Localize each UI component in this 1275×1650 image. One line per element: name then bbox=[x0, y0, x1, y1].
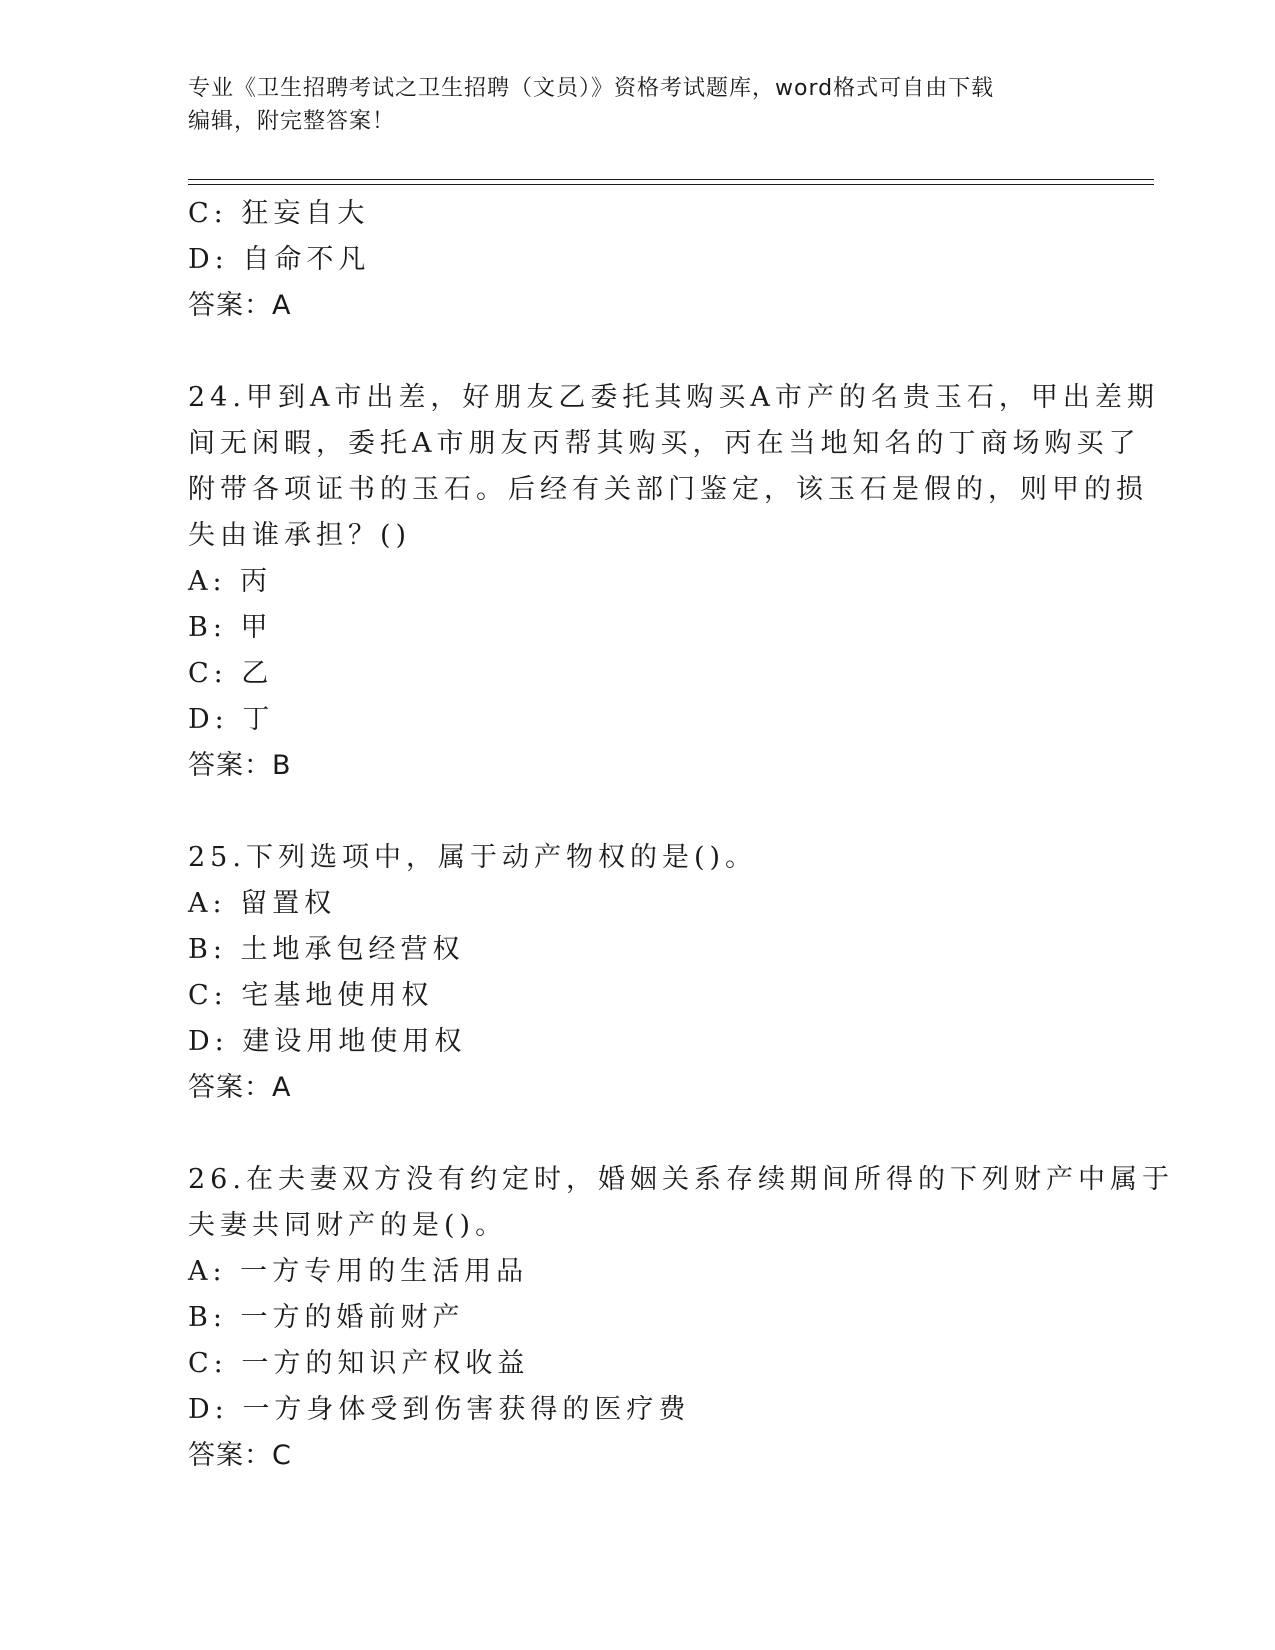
question-23 bbox=[188, 191, 1088, 329]
question-content bbox=[188, 191, 1174, 1479]
option-a: A: 一方专用的生活用品 bbox=[188, 1256, 529, 1287]
option-c: C: 狂妄自大 bbox=[188, 198, 370, 229]
option-c: C: 宅基地使用权 bbox=[188, 980, 434, 1011]
option-b: B: 土地承包经营权 bbox=[188, 934, 465, 965]
answer: 答案：A bbox=[188, 290, 292, 321]
option-d: D: 一方身体受到伤害获得的医疗费 bbox=[188, 1394, 691, 1425]
header-divider-bottom bbox=[188, 184, 1154, 185]
option-a: A: 丙 bbox=[188, 566, 273, 597]
option-c: C: 一方的知识产权收益 bbox=[188, 1348, 530, 1379]
question-stem-line: 26.在夫妻双方没有约定时，婚姻关系存续期间所得的下列财产中属于 bbox=[188, 1164, 1174, 1195]
question-stem-line: 夫妻共同财产的是()。 bbox=[188, 1210, 508, 1241]
option-c: C: 乙 bbox=[188, 658, 274, 689]
header-divider-top bbox=[188, 179, 1154, 180]
question-25 bbox=[188, 835, 1088, 1111]
header-line-1: 专业《卫生招聘考试之卫生招聘（文员）》资格考试题库，word格式可自由下载 bbox=[188, 76, 995, 101]
option-b: B: 一方的婚前财产 bbox=[188, 1302, 465, 1333]
answer: 答案：B bbox=[188, 750, 292, 781]
option-d: D: 丁 bbox=[188, 704, 275, 735]
answer: 答案：C bbox=[188, 1440, 292, 1471]
option-a: A: 留置权 bbox=[188, 888, 337, 919]
header-line-2: 编辑，附完整答案！ bbox=[188, 109, 396, 134]
spacer bbox=[188, 789, 1088, 835]
document-header bbox=[188, 72, 1088, 138]
question-stem-line: 间无闲暇，委托A市朋友丙帮其购买，丙在当地知名的丁商场购买了 bbox=[188, 428, 1141, 459]
answer: 答案：A bbox=[188, 1072, 292, 1103]
question-stem-line: 24.甲到A市出差，好朋友乙委托其购买A市产的名贵玉石，甲出差期 bbox=[188, 382, 1159, 413]
question-stem-line: 失由谁承担？() bbox=[188, 520, 412, 551]
question-stem: 25.下列选项中，属于动产物权的是()。 bbox=[188, 842, 758, 873]
option-d: D: 自命不凡 bbox=[188, 244, 371, 275]
question-26 bbox=[188, 1157, 1174, 1479]
question-24 bbox=[188, 375, 1159, 789]
spacer bbox=[188, 329, 1088, 375]
option-d: D: 建设用地使用权 bbox=[188, 1026, 467, 1057]
option-b: B: 甲 bbox=[188, 612, 273, 643]
spacer bbox=[188, 1111, 1088, 1157]
question-stem-line: 附带各项证书的玉石。后经有关部门鉴定，该玉石是假的，则甲的损 bbox=[188, 474, 1148, 505]
